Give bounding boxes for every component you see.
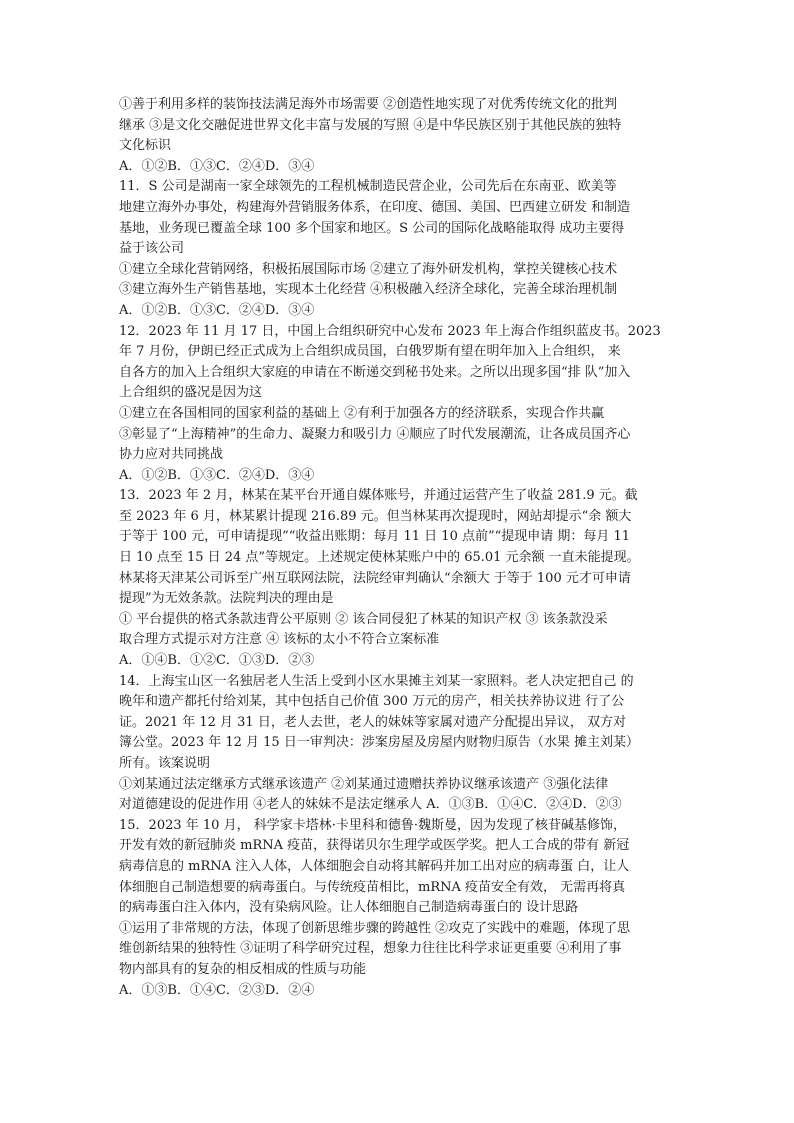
text-line: 体细胞自己制造想要的病毒蛋白。与传统疫苗相比，mRNA 疫苗安全有效， 无需再将真 [119,879,626,895]
text-line: 病毒信息的 mRNA 注入人体，人体细胞会自动将其解码并加工出对应的病毒蛋 白，让人 [119,858,630,874]
text-line: 开发有效的新冠肺炎 mRNA 疫苗，获得诺贝尔生理学或医学奖。把人工合成的带有 新冠 [119,838,630,854]
text-line: 文化标识 [119,138,172,154]
answer-options: A．①③B．①④C．②③D．②④ [119,982,315,998]
text-line: 基地，业务现已覆盖全球 100 多个国家和地区。S 公司的国际化战略能取得 成功主要得 [119,220,625,236]
text-line: 所有。该案说明 [119,756,211,771]
text-line: 维创新结果的独特性 ③证明了科学研究过程，想象力往往比科学求证更重要 ④利用了事 [119,941,622,957]
text-line: 地建立海外办事处，构建海外营销服务体系，在印度、德国、美国、巴西建立研发 和制造 [119,199,631,215]
answer-options: A．①②B．①③C．②④D．③④ [119,302,315,318]
text-line: ③彰显了“上海精神”的生命力、凝聚力和吸引力 ④顺应了时代发展潮流，让各成员国齐心 [119,426,631,442]
answer-options: A．①②B．①③C．②④D．③④ [119,467,315,483]
text-line: 对道德建设的促进作用 ④老人的妹妹不是法定继承人 A．①③B．①④C．②④D．②③ [119,797,622,813]
text-line: ①建立全球化营销网络，积极拓展国际市场 ②建立了海外研发机构，掌控关键核心技术 [119,261,618,277]
text-line: 晚年和遗产都托付给刘某，其中包括自己价值 300 万元的房产，相关扶养协议进 行了公 [119,694,625,710]
text-line: 上合组织的盛况是因为这 [119,385,263,401]
text-line: 证。2021 年 12 月 31 日，老人去世，老人的妹妹等家属对遗产分配提出异议， 双方对 [119,714,626,730]
text-line: 协力应对共同挑战 [119,447,224,463]
text-line: ①运用了非常规的方法，体现了创新思维步骤的跨越性 ②攻克了实践中的难题，体现了思 [119,920,631,936]
text-line: ①建立在各国相同的国家利益的基础上 ②有利于加强各方的经济联系，实现合作共赢 [119,405,605,421]
text-line: ①善于利用多样的装饰技法满足海外市场需要 ②创造性地实现了对优秀传统文化的批判 [119,97,618,112]
text-line: ①刘某通过法定继承方式继承该遗产 ②刘某通过遗赠扶养协议继承该遗产 ③强化法律 [119,776,609,792]
text-line: 自各方的加入上合组织大家庭的申请在不断递交到秘书处来。之所以出现多国“排 队”加入 [119,364,631,380]
question-12-stem: 12．2023 年 11 月 17 日，中国上合组织研究中心发布 2023 年上海合作组织蓝皮书。2023 [119,323,661,339]
exam-page [119,95,679,1001]
question-15-stem: 15．2023 年 10 月， 科学家卡塔林·卡里科和德鲁·魏斯曼，因为发现了核苷碱基修饰， [119,817,626,833]
text-line: 益于该公司 [119,241,185,257]
text-line: 簿公堂。2023 年 12 月 15 日一审判决：涉案房屋及房屋内财物归原告（水果 摊主刘某） [119,735,639,751]
question-13-stem: 13．2023 年 2 月，林某在某平台开通自媒体账号，并通过运营产生了收益 281.9 元。截 [119,488,638,504]
text-line: 继承 ③是文化交融促进世界文化丰富与发展的写照 ④是中华民族区别于其他民族的独特 [119,117,622,133]
text-line: 至 2023 年 6 月，林某累计提现 216.89 元。但当林某再次提现时，网站却提示“余 额大 [119,508,632,524]
text-line: ③建立海外生产销售基地，实现本土化经营 ④积极融入经济全球化，完善全球治理机制 [119,282,618,298]
text-line: 林某将天津某公司诉至广州互联网法院，法院经审判确认“余额大 于等于 100 元才可申请 [119,570,631,586]
text-line: 年 7 月份，伊朗已经正式成为上合组织成员国，白俄罗斯有望在明年加入上合组织， 来 [119,344,621,360]
text-line: 于等于 100 元，可申请提现”“收益出账期：每月 11 日 10 点前”“提现申请 期：每月 11 [119,529,631,545]
text-line: ① 平台提供的格式条款违背公平原则 ② 该合同侵犯了林某的知识产权 ③ 该条款没采 [119,611,608,627]
text-line: 的病毒蛋白注入体内，没有染病风险。让人体细胞自己制造病毒蛋白的 设计思路 [119,900,579,916]
answer-options: A．①②B．①③C．②④D．③④ [119,158,315,174]
text-line: 物内部具有的复杂的相反相成的性质与功能 [119,961,367,977]
text-line: 取合理方式提示对方注意 ④ 该标的太小不符合立案标准 [119,632,440,648]
question-11-stem: 11．S 公司是湖南一家全球领先的工程机械制造民营企业，公司先后在东南亚、欧美等 [119,179,617,195]
question-14-stem: 14．上海宝山区一名独居老人生活上受到小区水果摊主刘某一家照料。老人决定把自己 的 [119,673,634,689]
text-line: 日 10 点至 15 日 24 点”等规定。上述规定使林某账户中的 65.01 元余额 一直未能提现。 [119,550,640,566]
text-line: 提现”为无效条款。法院判决的理由是 [119,591,334,607]
answer-options: A．①④B．①②C．①③D．②③ [119,653,315,669]
